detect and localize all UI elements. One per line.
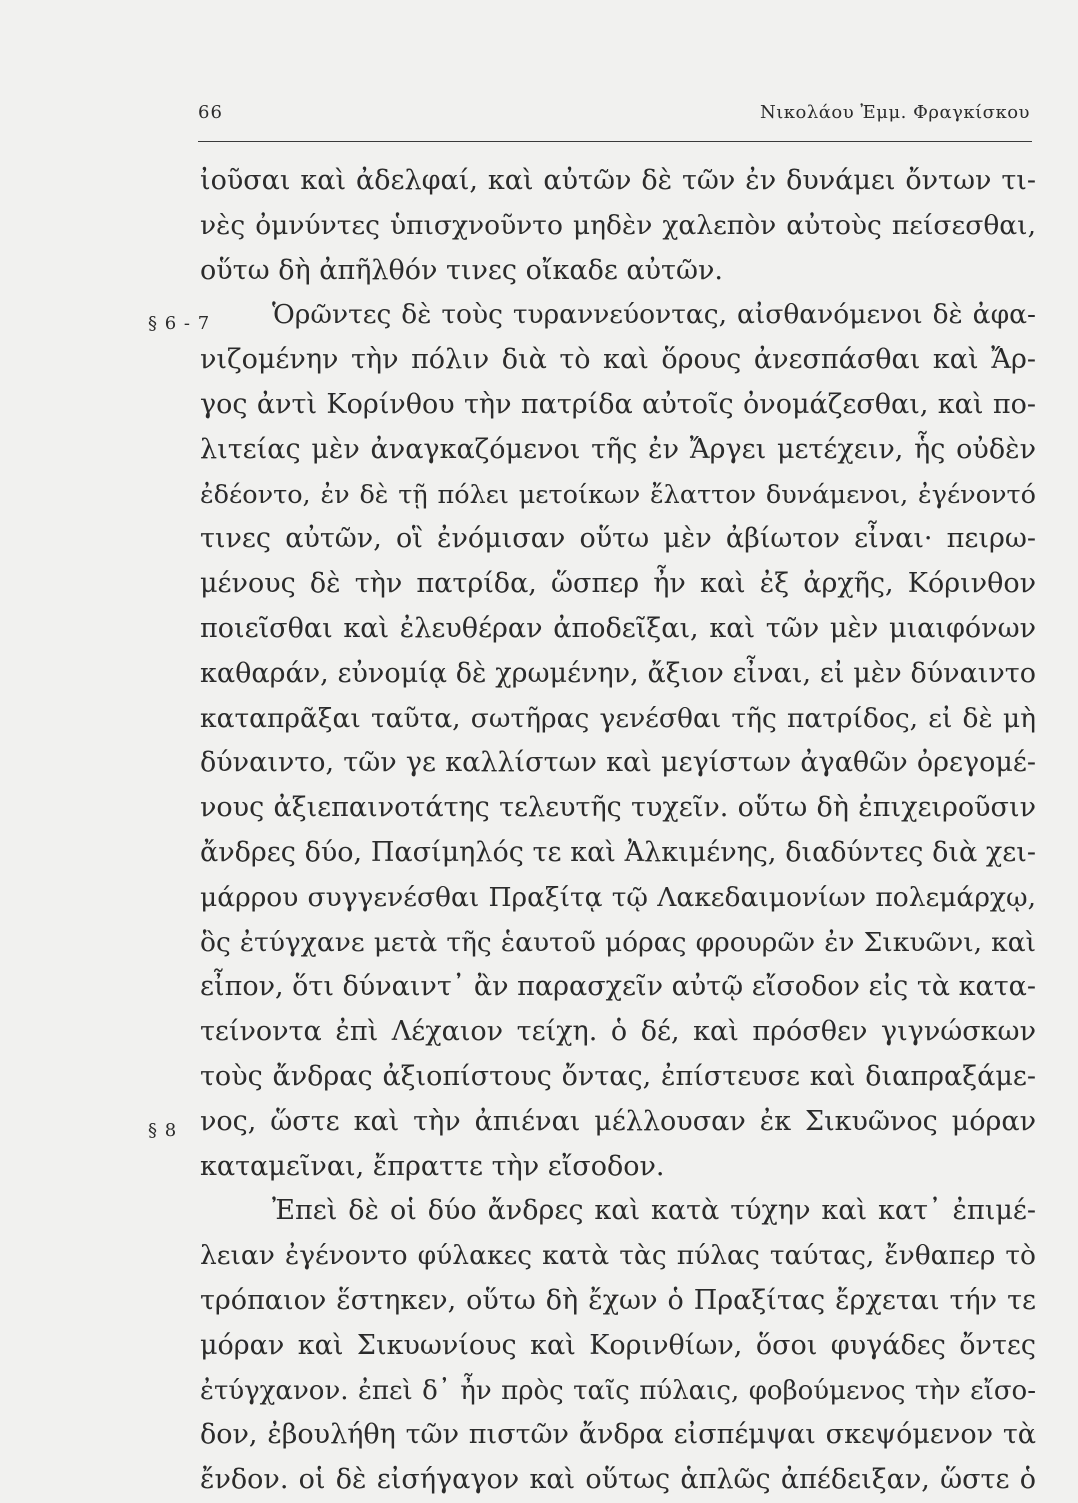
body-text [200, 159, 1036, 1503]
text-line: καθαράν, εὐνομίᾳ δὲ χρωμένην, ἄξιον εἶναι, εἰ μὲν δύναιντο [200, 657, 1036, 689]
text-line: ὃς ἐτύγχανε μετὰ τῆς ἑαυτοῦ μόρας φρουρῶν ἐν Σικυῶνι, καὶ [200, 926, 1036, 958]
text-line: ἄνδρες δύο, Πασίμηλός τε καὶ Ἀλκιμένης, διαδύντες διὰ χει- [200, 836, 1036, 868]
text-line: νος, ὥστε καὶ τὴν ἀπιέναι μέλλουσαν ἐκ Σικυῶνος μόραν [200, 1105, 1036, 1137]
header-rule [198, 141, 1032, 142]
text-line: ἔνδον. οἱ δὲ εἰσήγαγον καὶ οὕτως ἁπλῶς ἀπέδειξαν, ὥστε ὁ [200, 1464, 1036, 1496]
section-marker: § 6 - 7 [148, 313, 211, 334]
text-line: δον, ἐβουλήθη τῶν πιστῶν ἄνδρα εἰσπέμψαι σκεψόμενον τὰ [200, 1419, 1036, 1451]
text-line: νιζομένην τὴν πόλιν διὰ τὸ καὶ ὅρους ἀνεσπάσθαι καὶ Ἄρ- [200, 344, 1036, 376]
text-line: μένους δὲ τὴν πατρίδα, ὥσπερ ἦν καὶ ἐξ ἀρχῆς, Κόρινθον [200, 568, 1036, 600]
text-line: νὲς ὀμνύντες ὑπισχνοῦντο μηδὲν χαλεπὸν αὐτοὺς πείσεσθαι, [200, 209, 1036, 241]
text-line: τείνοντα ἐπὶ Λέχαιον τείχη. ὁ δέ, καὶ πρόσθεν γιγνώσκων [200, 1016, 1036, 1048]
text-line: ἰοῦσαι καὶ ἀδελφαί, καὶ αὐτῶν δὲ τῶν ἐν δυνάμει ὄντων τι- [200, 165, 1036, 196]
text-line: Ἐπεὶ δὲ οἱ δύο ἄνδρες καὶ κατὰ τύχην καὶ κατ᾽ ἐπιμέ- [272, 1195, 1036, 1227]
running-title: Νικολάου Ἐμμ. Φραγκίσκου [759, 102, 1030, 123]
text-line: οὕτω δὴ ἀπῆλθόν τινες οἴκαδε αὐτῶν. [200, 254, 723, 286]
text-line: γος ἀντὶ Κορίνθου τὴν πατρίδα αὐτοῖς ὀνομάζεσθαι, καὶ πο- [200, 388, 1036, 420]
page-header [198, 100, 1030, 136]
text-line: δύναιντο, τῶν γε καλλίστων καὶ μεγίστων ἀγαθῶν ὀρεγομέ- [200, 747, 1036, 779]
text-line: καταμεῖναι, ἔπραττε τὴν εἴσοδον. [200, 1150, 665, 1182]
text-line: τινες αὐτῶν, οἳ ἐνόμισαν οὕτω μὲν ἀβίωτον εἶναι· πειρω- [200, 523, 1036, 555]
text-line: ἐδέοντο, ἐν δὲ τῇ πόλει μετοίκων ἔλαττον δυνάμενοι, ἐγένοντό [200, 479, 1036, 510]
text-line: εἶπον, ὅτι δύναιντ᾽ ἂν παρασχεῖν αὐτῷ εἴσοδον εἰς τὰ κατα- [200, 971, 1036, 1003]
page-number: 66 [198, 102, 223, 123]
text-line: λιτείας μὲν ἀναγκαζόμενοι τῆς ἐν Ἄργει μετέχειν, ἧς οὐδὲν [200, 433, 1036, 465]
text-line: μάρρου συγγενέσθαι Πραξίτᾳ τῷ Λακεδαιμονίων πολεμάρχῳ, [200, 881, 1036, 913]
text-line: ἐτύγχανον. ἐπεὶ δ᾽ ἦν πρὸς ταῖς πύλαις, φοβούμενος τὴν εἴσο- [200, 1375, 1036, 1406]
text-line: καταπρᾶξαι ταῦτα, σωτῆρας γενέσθαι τῆς πατρίδος, εἰ δὲ μὴ [200, 702, 1036, 734]
text-line: Ὁρῶντες δὲ τοὺς τυραννεύοντας, αἰσθανόμενοι δὲ ἀφα- [272, 299, 1036, 331]
text-line: νους ἀξιεπαινοτάτης τελευτῆς τυχεῖν. οὕτω δὴ ἐπιχειροῦσιν [200, 792, 1036, 824]
text-line: τρόπαιον ἕστηκεν, οὕτω δὴ ἔχων ὁ Πραξίτας ἔρχεται τήν τε [200, 1284, 1036, 1316]
text-line: ποιεῖσθαι καὶ ἐλευθέραν ἀποδεῖξαι, καὶ τῶν μὲν μιαιφόνων [200, 612, 1036, 644]
text-line: μόραν καὶ Σικυωνίους καὶ Κορινθίων, ὅσοι φυγάδες ὄντες [200, 1329, 1036, 1361]
section-marker: § 8 [148, 1120, 178, 1141]
text-line: λειαν ἐγένοντο φύλακες κατὰ τὰς πύλας ταύτας, ἔνθαπερ τὸ [200, 1240, 1036, 1272]
text-line: τοὺς ἄνδρας ἀξιοπίστους ὄντας, ἐπίστευσε καὶ διαπραξάμε- [200, 1060, 1036, 1092]
